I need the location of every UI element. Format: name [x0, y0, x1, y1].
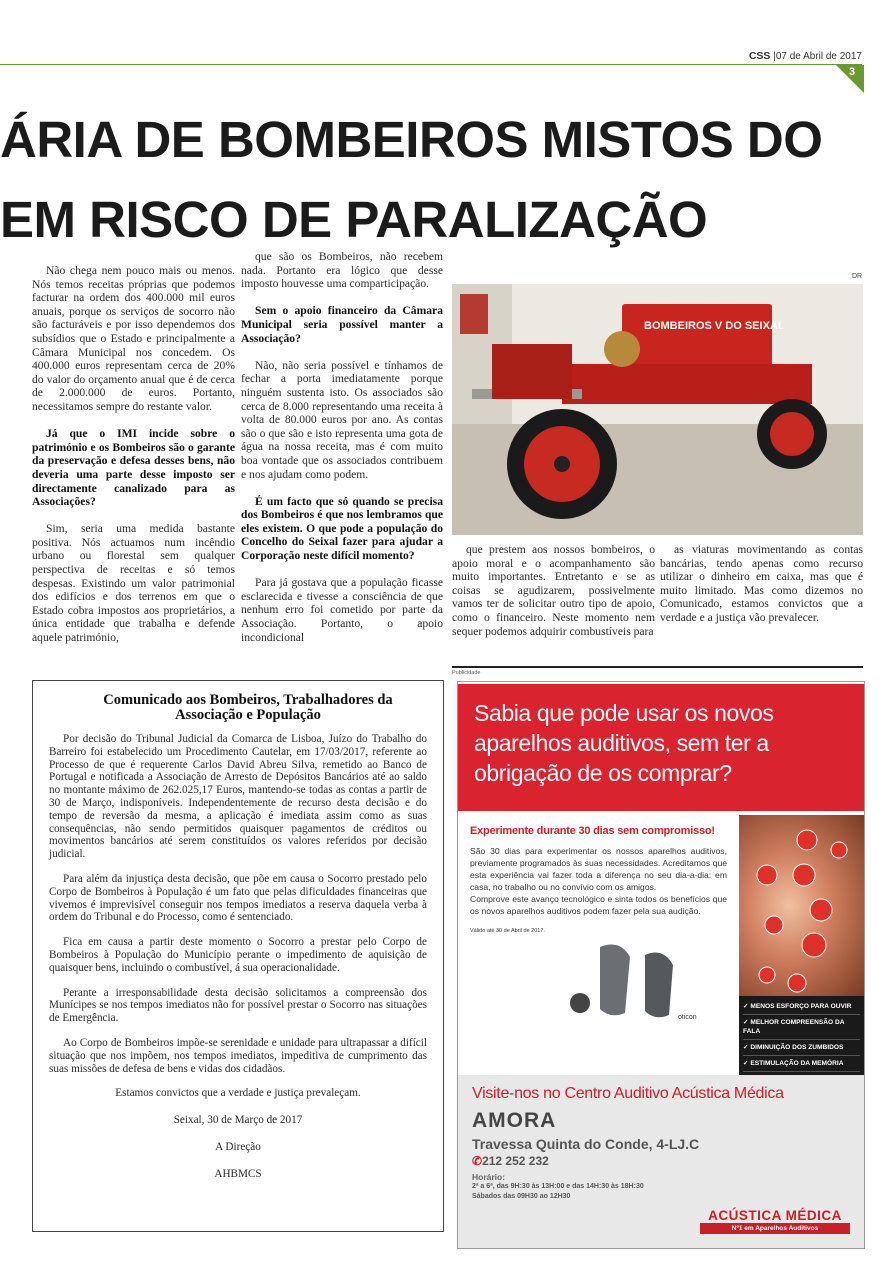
communique-place-date: Seixal, 30 de Março de 2017	[173, 1114, 303, 1127]
benefit-item: ✓ MENOS ESFORÇO PARA OUVIR	[743, 999, 860, 1015]
photo-credit: DR	[852, 273, 863, 280]
communique-paragraph: Por decisão do Tribunal Judicial da Comarca de Lisboa, Juízo do Trabalho do Barreiro foi estabelecido um Procedimento Cautelar, em 17/03/2017, referente ao Processo de que é requerente Carlos David Abreu Silva, remetido ao Banco de Portugal e notificada a Associação de Arresto de Depósitos Bancários até ao saldo no montante máximo de 262.025,17 Euros, mantendo-se todas as contas a partir de 30 de Março, indisponíveis. Independentemente de recurso desta decisão e do tempo de reversão da mesma, a aplicação é imediata assim como as suas consequências, não sendo permitidos quaisquer pagamentos de créditos ou movimentos bancários até serem constituídos os valores referidos por decisão judicial.	[49, 733, 427, 861]
ear-network-image	[739, 815, 864, 996]
ad-middle-row	[458, 811, 864, 1075]
interview-answer: Não chega nem pouco mais ou menos. Nós temos receitas próprias que podemos facturar na ordem dos 400.000 mil euros anuais, porque os serviços de socorro não são facturáveis e por isso dependemos dos subsídios que o Estado e principalmente a Câmara Municipal nos concedem. Os 400.000 euros representam cerca de 20% do valor do orçamento anual que é de cerca de 2.000.000 de euros. Portanto, necessitamos sempre do restante valor.	[32, 264, 235, 413]
communique-paragraph: Ao Corpo de Bombeiros impõe-se serenidade e unidade para ultrapassar a difícil situação que nos impõem, nos tempos imediatos, impeditiva de cumprimento das suas missões de defesa de bens e vidas dos cidadãos.	[49, 1036, 427, 1075]
communique-org: AHBMCS	[214, 1167, 262, 1180]
interview-answer: que são os Bombeiros, não recebem nada. Portanto era lógico que desse imposto houvesse uma comparticipação.	[241, 250, 443, 291]
fire-engine-image	[452, 284, 863, 535]
interview-answer: Não, não seria possível e tínhamos de fechar a porta imediatamente porque ninguém sustenta isto. Os associados são cerca de 8.000 representando uma receita à volta de 80.000 euros por ano. As contas são o que são e isto representa uma gota de água na nossa receita, mas é com muito boa vontade que os associados contribuem e nos ajudam como podem.	[241, 358, 443, 481]
ad-headline: Sabia que pode usar os novos aparelhos auditivos, sem ter a obrigação de os comprar?	[458, 684, 864, 811]
article-column-4	[660, 543, 863, 638]
ad-right-column	[739, 815, 864, 1075]
interview-question: Sem o apoio financeiro da Câmara Municipal seria possível manter a Associação?	[241, 304, 443, 345]
article-column-1	[32, 264, 235, 658]
acustica-medica-logo	[700, 1208, 850, 1234]
communique-paragraph: Para além da injustiça desta decisão, que põe em causa o Socorro prestado pelo Corpo de Bombeiros à População é um fato que pelas dificuldades financeiras que vivemos é imprevisível conseguir nos tempos imediatos a reserva daquela verba à ordem do Tribunal e do Processo, como é sentenciado.	[49, 872, 427, 924]
fire-engine-photo	[452, 284, 863, 535]
communique-paragraph: Fica em causa a partir deste momento o Socorro a prestar pelo Corpo de Bombeiros à População do Município perante o impedimento de aquisição de quaisquer bens, incluindo o combustível, á sua operacionalidade.	[49, 936, 427, 974]
benefit-item: ✓ DIMINUIÇÃO DOS ZUMBIDOS	[743, 1040, 860, 1056]
interview-question: É um facto que só quando se precisa dos Bombeiros é que nos lembramos que eles existem. O que pode a população do Concelho do Seixal fazer para ajudar a Corporação neste difícil momento?	[241, 494, 443, 563]
advertising-label: Publicidade	[452, 670, 481, 676]
benefits-list	[739, 996, 864, 1075]
header-rule	[0, 64, 862, 65]
interview-answer: as viaturas movimentando as contas bancárias, tendo apenas como recurso utilizar o dinheiro em caixa, mas que é muito limitado. Mas como dizemos no Comunicado, estamos convictos que a verdade e a justiça vão prevalecer.	[660, 543, 863, 624]
vehicle-lettering: BOMBEIROS V DO SEIXAL	[644, 320, 785, 332]
ad-body-2: Comprove este avanço tecnológico e sinta todos os benefícios que os novos aparelhos auditivos podem fazer pela sua audição.	[470, 894, 727, 916]
ad-phone-line	[472, 1154, 850, 1168]
phone-icon: ✆	[472, 1154, 483, 1168]
article-column-2	[241, 250, 443, 658]
article-column-3	[452, 543, 655, 652]
ad-body-1: São 30 dias para experimentar os nossos aparelhos auditivos, previamente programados às suas necessidades. Acreditamos que esta experiência vai fazer toda a diferença no seu dia-a-dia: em casa, no trabalho ou no convívio com os amigos.	[470, 846, 727, 892]
ad-hours-saturday: Sábados das 09H30 ao 12H30	[472, 1193, 571, 1200]
ad-store-info	[458, 1075, 864, 1248]
interview-answer: Para já gostava que a população ficasse esclarecida e tivesse a consciência de que nenhum erro foi cometido por parte da Associação. Portanto, o apoio incondicional	[241, 576, 443, 644]
ad-subhead: Experimente durante 30 dias sem compromisso!	[470, 825, 715, 837]
communique-box	[32, 680, 444, 1232]
ad-validity: Válido até 30 de Abril de 2017.	[470, 928, 545, 934]
ear-icons-graphic	[739, 815, 864, 996]
communique-paragraph: Perante a irresponsabilidade desta decisão solicitamos a compreensão dos Munícipes se nos tempos imediatos não for possível prestar o Socorro nas situações de Emergência.	[49, 986, 427, 1025]
benefit-item: ✓ MELHOR COMPREENSÃO DA FALA	[743, 1015, 860, 1040]
communique-title: Comunicado aos Bombeiros, Trabalhadores da Associação e População	[103, 692, 393, 723]
ad-address: Travessa Quinta do Conde, 4-LJ.C	[472, 1136, 700, 1152]
page-header	[749, 50, 862, 62]
ad-hours-weekdays: 2ª a 6ª, das 9H:30 às 13H:00 e das 14H:30 às 18H:30	[472, 1183, 644, 1190]
publication-name: CSS	[748, 50, 771, 62]
hearing-aid-advertisement	[457, 681, 865, 1249]
ad-offer	[458, 811, 739, 1075]
page-number: 3	[849, 66, 856, 78]
brand-tagline: Nº1 em Aparelhos Auditivos	[700, 1223, 850, 1234]
interview-question: Já que o IMI incide sobre o património e os Bombeiros são o garante da preservação e defesa desses bens, não deveria uma parte desse imposto ser directamente canalizado para as Associações?	[32, 427, 235, 509]
interview-answer: Sim, seria uma medida bastante positiva. Nós actuamos num incêndio urbano ou florestal sem qualquer perspectiva de receitas e só temos despesas. Existindo um valor patrimonial dos edifícios e dos terrenos em que o Estado cobra impostos aos proprietários, a única entidade que trabalha e defende aquele património,	[32, 522, 235, 645]
interview-answer: que prestem aos nossos bombeiros, o apoio moral e o acompanhamento são muito importantes. Entretanto e se as coisas se agudizarem, possivelmente vamos ter de solicitar outro tipo de apoio, como o financeiro. Neste momento nem sequer podemos adquirir combustíveis para	[452, 543, 655, 638]
advertising-rule	[452, 666, 863, 668]
headline-line-1: ÁRIA DE BOMBEIROS MISTOS DO	[0, 111, 823, 168]
communique-closing: Estamos convictos que a verdade e justiça prevaleçam.	[115, 1087, 361, 1100]
ad-visit: Visite-nos no Centro Auditivo Acústica Médica	[472, 1085, 784, 1102]
issue-date: 07 de Abril de 2017	[775, 51, 862, 62]
benefit-item: ✓ ESTIMULAÇÃO DA MEMÓRIA	[743, 1056, 860, 1072]
ad-phone: 212 252 232	[482, 1154, 549, 1168]
brand-name: ACÚSTICA MÉDICA	[708, 1208, 842, 1223]
headline	[0, 100, 866, 260]
communique-signature: A Direção	[215, 1140, 261, 1153]
ad-hours-label: Horário:	[472, 1172, 506, 1182]
hearing-aid-icon	[560, 941, 720, 1021]
separator: |	[773, 51, 776, 62]
product-brand: oticon	[678, 1014, 697, 1021]
headline-line-2: EM RISCO DE PARALIZAÇÃO	[0, 191, 708, 248]
ad-city: AMORA	[472, 1109, 557, 1132]
